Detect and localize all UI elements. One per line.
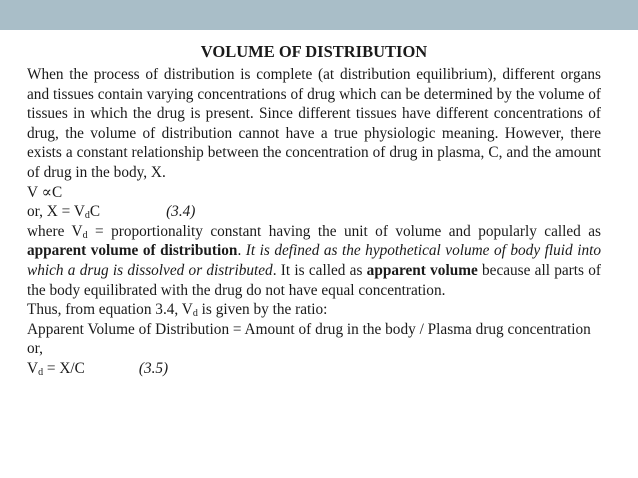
ratio-definition: Apparent Volume of Distribution = Amount of drug in the body / Plasma drug concentration <box>27 320 591 338</box>
apparent-volume-term: apparent volume <box>366 261 478 279</box>
equation-2-subscript: d <box>38 366 44 378</box>
definition-text-1: = proportionality constant having the unit of volume and popularly called as <box>87 222 601 240</box>
thus-line <box>27 300 601 320</box>
intro-paragraph: When the process of distribution is complete (at distribution equilibrium), different organs and tissues contain varying concentrations of drug which can be determined by the volume of tissues in which the drug is present. Since different tissues have different concentrations of drug, the volume of distribution cannot have a true physiologic meaning. However, there exists a constant relationship between the concentration of drug in plasma, C, and the amount of drug in the body, X. <box>27 66 601 181</box>
where-prefix: where V <box>27 222 83 240</box>
apparent-volume-of-distribution-term: apparent volume of distribution <box>27 242 238 260</box>
proportional-lhs: V <box>27 183 38 201</box>
definition-text-3: . It is called as <box>272 261 367 279</box>
equation-2-label: (3.5) <box>138 359 169 377</box>
thus-subscript: d <box>192 308 198 320</box>
equation-1-suffix: C <box>89 203 101 221</box>
thus-prefix: Thus, from equation 3.4, V <box>27 301 193 319</box>
or-line: or, <box>27 340 43 358</box>
definition-paragraph <box>27 222 601 300</box>
definition-text-2: . <box>237 242 246 260</box>
equation-2-suffix: = X/C <box>43 359 85 377</box>
slide-content <box>27 40 601 379</box>
slide-title: VOLUME OF DISTRIBUTION <box>200 42 428 61</box>
proportional-symbol: ∝ <box>41 183 52 201</box>
top-accent-bar <box>0 0 638 30</box>
definition-text-4: because all parts of the body equilibrated with the drug do not have equal concentration. <box>27 261 601 299</box>
proportional-rhs: C <box>51 183 63 201</box>
thus-suffix: is given by the ratio: <box>197 301 328 319</box>
proportionality-line <box>27 183 601 203</box>
equation-1-subscript: d <box>84 210 90 222</box>
equation-1-prefix: or, X = V <box>27 203 85 221</box>
equation-3-4 <box>27 202 601 222</box>
definition-italic: It is defined as the hypothetical volume of body fluid into which a drug is dissolved or distributed <box>27 242 601 279</box>
equation-1-label: (3.4) <box>166 203 196 221</box>
equation-2-prefix: V <box>27 359 39 377</box>
equation-3-5 <box>27 359 601 379</box>
where-subscript: d <box>82 229 88 241</box>
